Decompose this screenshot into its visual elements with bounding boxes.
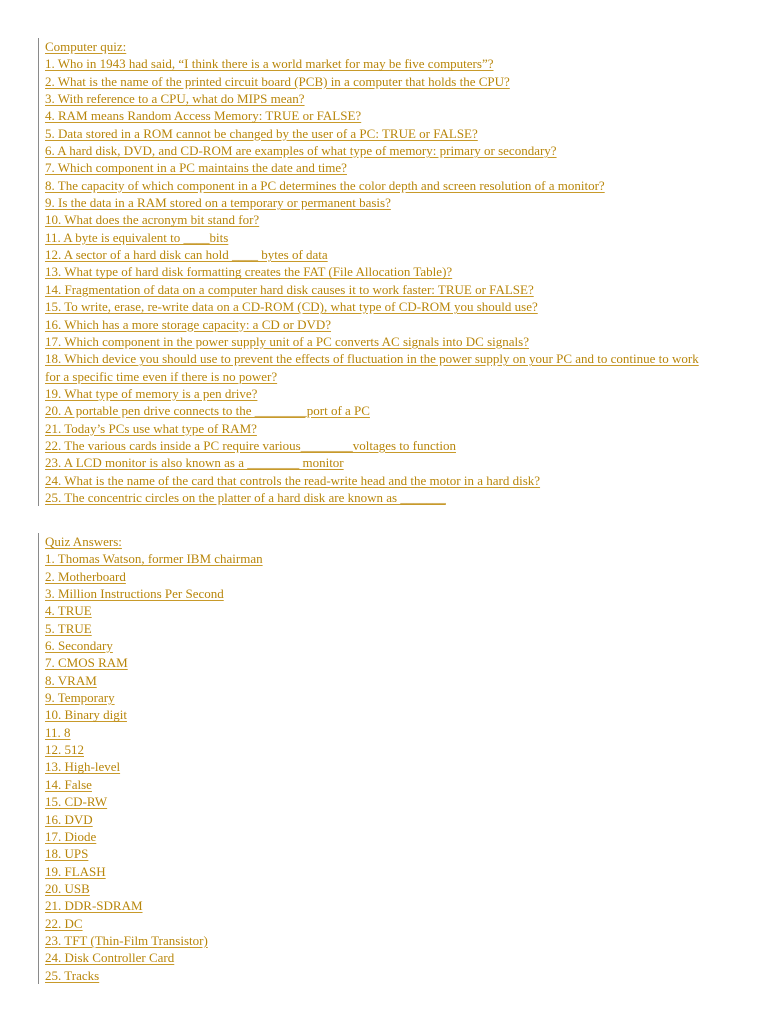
question-item-text: 24. What is the name of the card that controls the read-write head and the motor in a hard disk?: [45, 472, 541, 488]
question-item: [45, 263, 725, 280]
quiz-title-text: Computer quiz:: [45, 39, 127, 54]
answer-item: [45, 915, 725, 932]
answer-item-text: 17. Diode: [45, 828, 97, 844]
question-item: [45, 125, 725, 142]
answer-item: [45, 811, 725, 828]
answer-item: [45, 585, 725, 602]
answer-item: [45, 724, 725, 741]
question-item-text: 12. A sector of a hard disk can hold ____ bytes of data: [45, 247, 328, 263]
question-item: [45, 333, 725, 350]
question-item-text: 7. Which component in a PC maintains the date and time?: [45, 160, 347, 176]
answer-item-text: 5. TRUE: [45, 620, 92, 636]
answer-item: [45, 637, 725, 654]
answer-item: [45, 550, 725, 567]
answer-item: [45, 706, 725, 723]
question-item-text: 5. Data stored in a ROM cannot be changed by the user of a PC: TRUE or FALSE?: [45, 125, 478, 141]
question-item: [45, 316, 725, 333]
answer-item-text: 8. VRAM: [45, 672, 97, 688]
question-item-text: 25. The concentric circles on the platter of a hard disk are known as _______: [45, 489, 446, 505]
answer-item-text: 14. False: [45, 776, 92, 792]
answer-item-text: 12. 512: [45, 742, 84, 758]
question-item: [45, 211, 725, 228]
answer-item: [45, 620, 725, 637]
question-item-text: 20. A portable pen drive connects to the ________port of a PC: [45, 403, 370, 419]
question-item-text: 4. RAM means Random Access Memory: TRUE or FALSE?: [45, 108, 362, 124]
question-item-text: 23. A LCD monitor is also known as a ________ monitor: [45, 455, 344, 471]
question-item-text: 9. Is the data in a RAM stored on a temporary or permanent basis?: [45, 195, 391, 211]
question-item: [45, 454, 725, 471]
question-item-text: 3. With reference to a CPU, what do MIPS mean?: [45, 91, 305, 107]
question-item: [45, 298, 725, 315]
question-item: [45, 229, 725, 246]
answer-item: [45, 568, 725, 585]
question-item-text: 16. Which has a more storage capacity: a CD or DVD?: [45, 316, 332, 332]
answer-item-text: 25. Tracks: [45, 967, 100, 983]
question-item: [45, 194, 725, 211]
question-item-text: 6. A hard disk, DVD, and CD-ROM are examples of what type of memory: primary or secondary?: [45, 143, 557, 159]
answer-item-text: 22. DC: [45, 915, 83, 931]
answer-item-text: 13. High-level: [45, 759, 121, 775]
question-item: [45, 107, 725, 124]
answer-item-text: 3. Million Instructions Per Second: [45, 586, 224, 602]
answer-item-text: 6. Secondary: [45, 638, 113, 654]
answer-item-text: 21. DDR-SDRAM: [45, 898, 143, 914]
answer-item-text: 1. Thomas Watson, former IBM chairman: [45, 551, 263, 567]
answer-item: [45, 689, 725, 706]
question-item: [45, 246, 725, 263]
question-item: [45, 420, 725, 437]
question-item-text: 22. The various cards inside a PC require various________voltages to function: [45, 437, 456, 453]
question-item-text: 10. What does the acronym bit stand for?: [45, 212, 260, 228]
answer-item-text: 16. DVD: [45, 811, 93, 827]
question-item: [45, 177, 725, 194]
question-item: [45, 472, 725, 489]
question-item-text: 13. What type of hard disk formatting creates the FAT (File Allocation Table)?: [45, 264, 453, 280]
answer-item-text: 2. Motherboard: [45, 568, 126, 584]
answer-item-text: 24. Disk Controller Card: [45, 950, 175, 966]
question-item-text: 11. A byte is equivalent to ____bits: [45, 229, 229, 245]
answer-item-text: 18. UPS: [45, 846, 89, 862]
question-item: [45, 90, 725, 107]
answer-item: [45, 654, 725, 671]
question-item: [45, 437, 725, 454]
answer-item-text: 4. TRUE: [45, 603, 92, 619]
question-list: [45, 55, 725, 506]
answer-item: [45, 967, 725, 984]
question-item: [45, 385, 725, 402]
answer-item: [45, 897, 725, 914]
question-item: [45, 73, 725, 90]
question-item-text: 2. What is the name of the printed circuit board (PCB) in a computer that holds the CPU?: [45, 73, 510, 89]
question-item-text: 18. Which device you should use to prevent the effects of fluctuation in the power supply on your PC and to continue to work for a specific time even if there is no power?: [45, 351, 699, 384]
question-item-text: 8. The capacity of which component in a PC determines the color depth and screen resolution of a monitor?: [45, 177, 605, 193]
quiz-title: [45, 38, 725, 55]
question-item: [45, 281, 725, 298]
question-item: [45, 159, 725, 176]
answer-item-text: 15. CD-RW: [45, 794, 108, 810]
question-item-text: 17. Which component in the power supply unit of a PC converts AC signals into DC signals?: [45, 333, 529, 349]
question-item-text: 19. What type of memory is a pen drive?: [45, 385, 258, 401]
answer-item-text: 9. Temporary: [45, 690, 115, 706]
answer-item: [45, 932, 725, 949]
answer-item: [45, 602, 725, 619]
answer-item: [45, 845, 725, 862]
question-item-text: 21. Today’s PCs use what type of RAM?: [45, 420, 257, 436]
question-item-text: 1. Who in 1943 had said, “I think there is a world market for may be five computers”?: [45, 56, 494, 72]
answer-item-text: 23. TFT (Thin-Film Transistor): [45, 932, 208, 948]
quiz-section: [38, 38, 725, 506]
answer-item-text: 20. USB: [45, 880, 90, 896]
answers-section: [38, 533, 725, 984]
answer-item: [45, 776, 725, 793]
answer-item: [45, 863, 725, 880]
question-item: [45, 402, 725, 419]
answer-list: [45, 550, 725, 984]
answer-item-text: 10. Binary digit: [45, 707, 127, 723]
answer-item: [45, 758, 725, 775]
question-item: [45, 350, 710, 385]
question-item: [45, 489, 725, 506]
question-item-text: 15. To write, erase, re-write data on a CD-ROM (CD), what type of CD-ROM you should use?: [45, 299, 538, 315]
answer-item: [45, 741, 725, 758]
question-item: [45, 142, 725, 159]
answers-title: [45, 533, 725, 550]
answers-title-text: Quiz Answers:: [45, 534, 122, 549]
answer-item: [45, 672, 725, 689]
answer-item-text: 11. 8: [45, 724, 71, 740]
answer-item: [45, 880, 725, 897]
answer-item: [45, 793, 725, 810]
answer-item-text: 19. FLASH: [45, 863, 106, 879]
answer-item: [45, 828, 725, 845]
question-item-text: 14. Fragmentation of data on a computer hard disk causes it to work faster: TRUE or FALSE?: [45, 281, 534, 297]
answer-item: [45, 949, 725, 966]
question-item: [45, 55, 725, 72]
answer-item-text: 7. CMOS RAM: [45, 655, 128, 671]
